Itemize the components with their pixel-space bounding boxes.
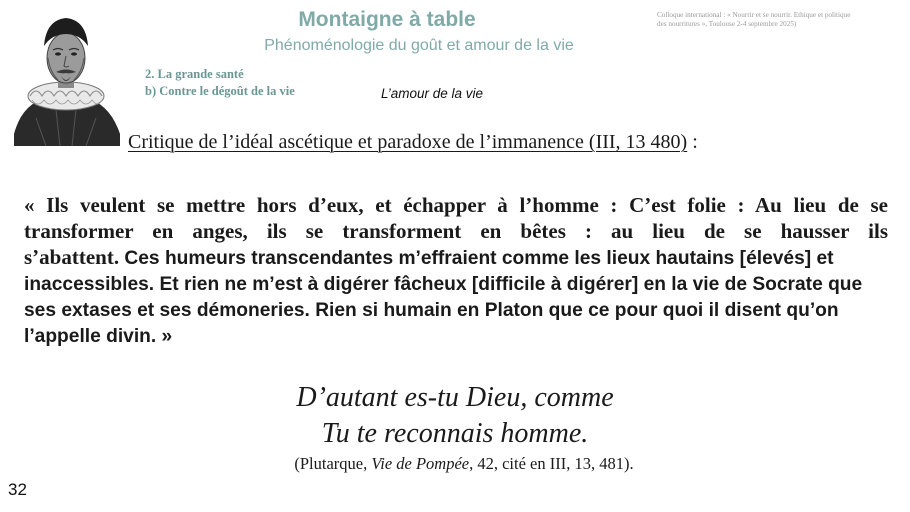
- verse-line-2: Tu te reconnais homme.: [321, 418, 589, 449]
- heading-text: Critique de l’idéal ascétique et paradoxe de l’immanence (III, 13 480): [128, 131, 688, 153]
- quote-rest: Ces humeurs transcendantes m’effraient comme les lieux hautains [élevés] et inaccessibles. Et rien ne m’est à digérer fâcheux [difficile à digérer] en la vie de Socrate que ses extases et ses démoneries. Rien si humain en Platon que ce pour quoi il disent qu’on l’appelle divin. »: [24, 248, 863, 347]
- colloquium-line-2: des nourritures », Toulouse 2-4 septembre 2025): [657, 19, 797, 28]
- theme-label: L’amour de la vie: [381, 86, 484, 101]
- source-before: (Plutarque,: [294, 454, 372, 473]
- heading-suffix: :: [687, 131, 698, 153]
- colloquium-note: [657, 11, 897, 28]
- quote-line-3: s’abattent.: [24, 245, 120, 269]
- colloquium-line-1: Colloque international : « Nourrir et se nourrir. Ethique et politique: [657, 11, 851, 19]
- quote-line-1: « Ils veulent se mettre hors d’eux, et échapper à l’homme : C’est folie : Au lieu de se: [24, 193, 888, 217]
- source-work-title: Vie de Pompée: [371, 454, 470, 473]
- quote-line-2: transformer en anges, ils se transforment en bêtes : au lieu de se hausser ils: [24, 219, 888, 243]
- verse-source: [0, 454, 910, 474]
- montaigne-quote: [24, 192, 888, 350]
- section-subpart: b) Contre le dégoût de la vie: [145, 84, 295, 98]
- slide-title: Montaigne à table: [298, 8, 476, 31]
- montaigne-portrait-icon: [6, 6, 126, 146]
- section-part: 2. La grande santé: [145, 67, 244, 81]
- slide-heading: [128, 131, 698, 154]
- slide-subtitle: Phénoménologie du goût et amour de la vie: [264, 37, 574, 54]
- source-after: , 42, cité en III, 13, 481).: [469, 454, 634, 473]
- verse-quote: [0, 380, 910, 452]
- section-info: [145, 66, 295, 100]
- verse-line-1: D’autant es-tu Dieu, comme: [296, 382, 614, 413]
- page-number: 32: [8, 480, 27, 499]
